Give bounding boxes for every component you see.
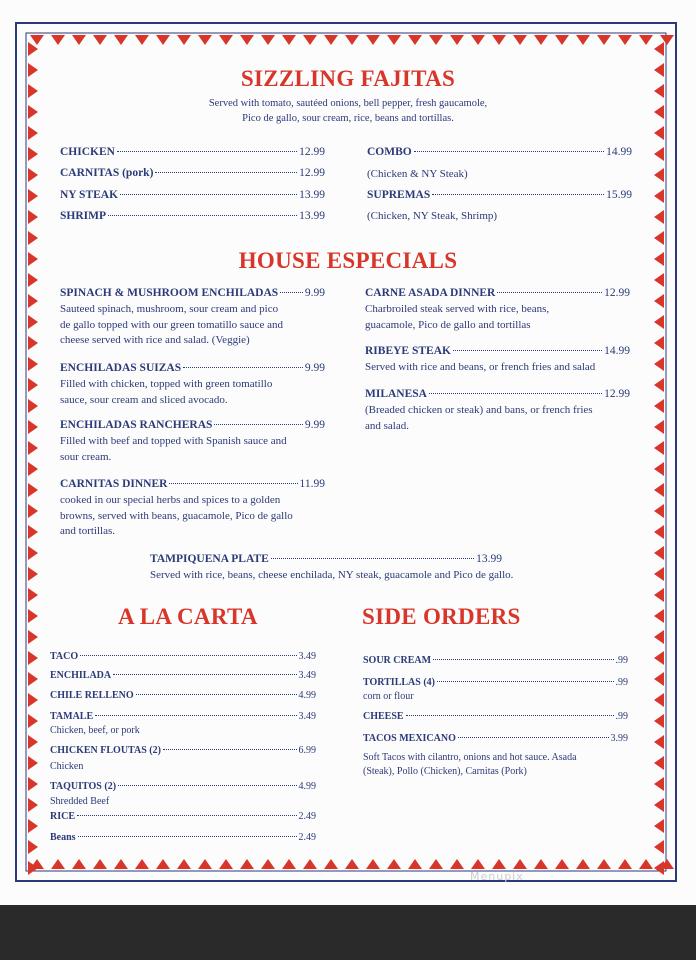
background-strip [0,905,696,960]
item-name: TAQUITOS (2) [50,781,117,792]
item-name: ENCHILADAS SUIZAS [60,362,182,374]
item-name: RICE [50,811,76,822]
item-name: NY STEAK [60,189,119,201]
tamale-note: Chicken, beef, or pork [50,725,140,736]
item-price: 15.99 [606,189,632,201]
asada-desc [365,302,549,333]
menu-item [363,677,628,688]
item-price: 2.49 [298,832,316,843]
menu-item-tampiquena [150,553,502,565]
menu-item-supremas [367,189,632,201]
menu-item [60,167,325,179]
desc-line: Charbroiled steak served with rice, beans, [365,303,550,315]
menu-item-ribeye [365,345,630,357]
milanesa-desc [365,403,593,434]
item-name: SOUR CREAM [363,655,432,666]
desc-line: (Steak), Pollo (Chicken), Carnitas (Pork) [363,765,527,777]
desc-line: de gallo topped with our green tomatillo sauce and [60,318,283,331]
menu-item-asada [365,287,630,299]
tampiquena-desc: Served with rice, beans, cheese enchilada, NY steak, guacamole and Pico de gallo. [150,569,514,581]
item-price: .99 [615,677,628,688]
item-name: CARNITAS (pork) [60,167,154,179]
menu-item [60,210,325,222]
item-price: 12.99 [604,287,630,299]
item-name: TAMPIQUENA PLATE [150,553,269,565]
item-price: 6.99 [298,745,316,756]
desc-line: Soft Tacos with cilantro, onions and hot sauce. Asada [363,752,577,763]
item-name: CARNITAS DINNER [60,478,168,490]
item-name: RIBEYE STEAK [365,345,451,357]
item-price: 4.99 [298,690,316,701]
carnitas-desc [60,493,293,540]
desc-line: sauce, sour cream and sliced avocado. [60,393,228,406]
item-name: SPINACH & MUSHROOM ENCHILADAS [60,287,279,299]
item-name: CHEESE [363,711,404,722]
menu-item-milanesa [365,388,630,400]
menu-item [50,651,316,662]
item-name: ENCHILADA [50,670,112,681]
desc-line: and tortillas. [60,525,115,537]
item-name: COMBO [367,146,412,158]
desc-line: cooked in our special herbs and spices to a golden [60,494,281,506]
taquitos-note: Shredded Beef [50,796,110,807]
item-name: CHICKEN [60,146,115,158]
desc-line: Sauteed spinach, mushroom, sour cream and pico [60,303,279,315]
fajitas-desc-1: Served with tomato, sautéed onions, bell pepper, fresh gaucamole, [208,98,488,109]
item-price: 3.49 [298,651,316,662]
item-price: 13.99 [476,553,502,565]
menu-item [50,832,316,843]
desc-line: (Breaded chicken or steak) and bans, or french fries [365,404,593,416]
item-name: TORTILLAS (4) [363,677,435,688]
menu-item [50,781,316,792]
floutas-note: Chicken [50,761,84,772]
section-title-sides: SIDE ORDERS [362,604,521,629]
menu-item-suizas [60,362,325,374]
item-price: 12.99 [604,388,630,400]
item-price: 3.49 [298,711,316,722]
combo-note: (Chicken & NY Steak) [367,168,468,180]
supremas-note: (Chicken, NY Steak, Shrimp) [367,210,498,222]
rancheras-desc [60,434,287,465]
item-price: 9.99 [304,287,325,299]
item-price: 4.99 [298,781,316,792]
item-name: ENCHILADAS RANCHERAS [60,419,213,431]
tacos-mexicano-desc [363,751,577,778]
watermark: Menupix [470,870,524,883]
item-price: 3.49 [298,670,316,681]
item-name: Beans [50,832,76,843]
menu-item [60,189,325,201]
desc-line: sour cream. [60,450,112,463]
fajitas-desc-2: Pico de gallo, sour cream, rice, beans and tortillas. [242,113,454,124]
item-name: CARNE ASADA DINNER [365,287,496,299]
menu-item [50,811,316,822]
item-price: 13.99 [299,189,325,201]
section-title-carta: A LA CARTA [118,604,258,629]
item-name: TAMALE [50,711,94,722]
menu-item-combo [367,146,632,158]
item-name: TACO [50,651,79,662]
menu-item [50,711,316,722]
item-price: 14.99 [604,345,630,357]
item-name: TACOS MEXICANO [363,733,456,744]
item-price: 12.99 [299,167,325,179]
desc-line: cheese served with rice and salad. (Veggie) [60,334,250,346]
menu-item [50,690,316,701]
menu-item-spinach [60,287,325,299]
desc-line: guacamole, Pico de gallo and tortillas [365,318,531,331]
menu-item [50,670,316,681]
item-price: 12.99 [299,146,325,158]
section-title-fajitas: SIZZLING FAJITAS [240,66,456,91]
desc-line: browns, served with beans, guacamole, Pico de gallo [60,509,293,522]
item-name: CHICKEN FLOUTAS (2) [50,745,161,756]
item-name: CHILE RELLENO [50,690,134,701]
menu-item-rancheras [60,419,325,431]
section-title-house: HOUSE ESPECIALS [238,248,458,273]
item-price: .99 [615,655,628,666]
spinach-desc [60,302,283,349]
item-price: 11.99 [299,478,325,490]
item-name: SUPREMAS [367,189,431,201]
menu-item-carnitas [60,478,325,490]
item-price: 13.99 [299,210,325,222]
tortillas-note: corn or flour [363,691,414,702]
desc-line: Served with rice and beans, or french fries and salad [365,361,596,373]
desc-line: Filled with chicken, topped with green tomatillo [60,378,273,390]
item-price: 2.49 [298,811,316,822]
item-price: 9.99 [304,362,325,374]
desc-line: Filled with beef and topped with Spanish sauce and [60,435,287,447]
item-name: MILANESA [365,388,427,400]
item-price: 9.99 [304,419,325,431]
item-name: SHRIMP [60,210,106,222]
desc-line: and salad. [365,419,409,432]
ribeye-desc [365,360,595,376]
menu-item [50,745,316,756]
menu-item [60,146,325,158]
menu-item [363,733,628,744]
menu-item [363,655,628,666]
suizas-desc [60,377,272,408]
menu-item [363,711,628,722]
item-price: .99 [615,711,628,722]
item-price: 3.99 [610,733,628,744]
item-price: 14.99 [606,146,632,158]
